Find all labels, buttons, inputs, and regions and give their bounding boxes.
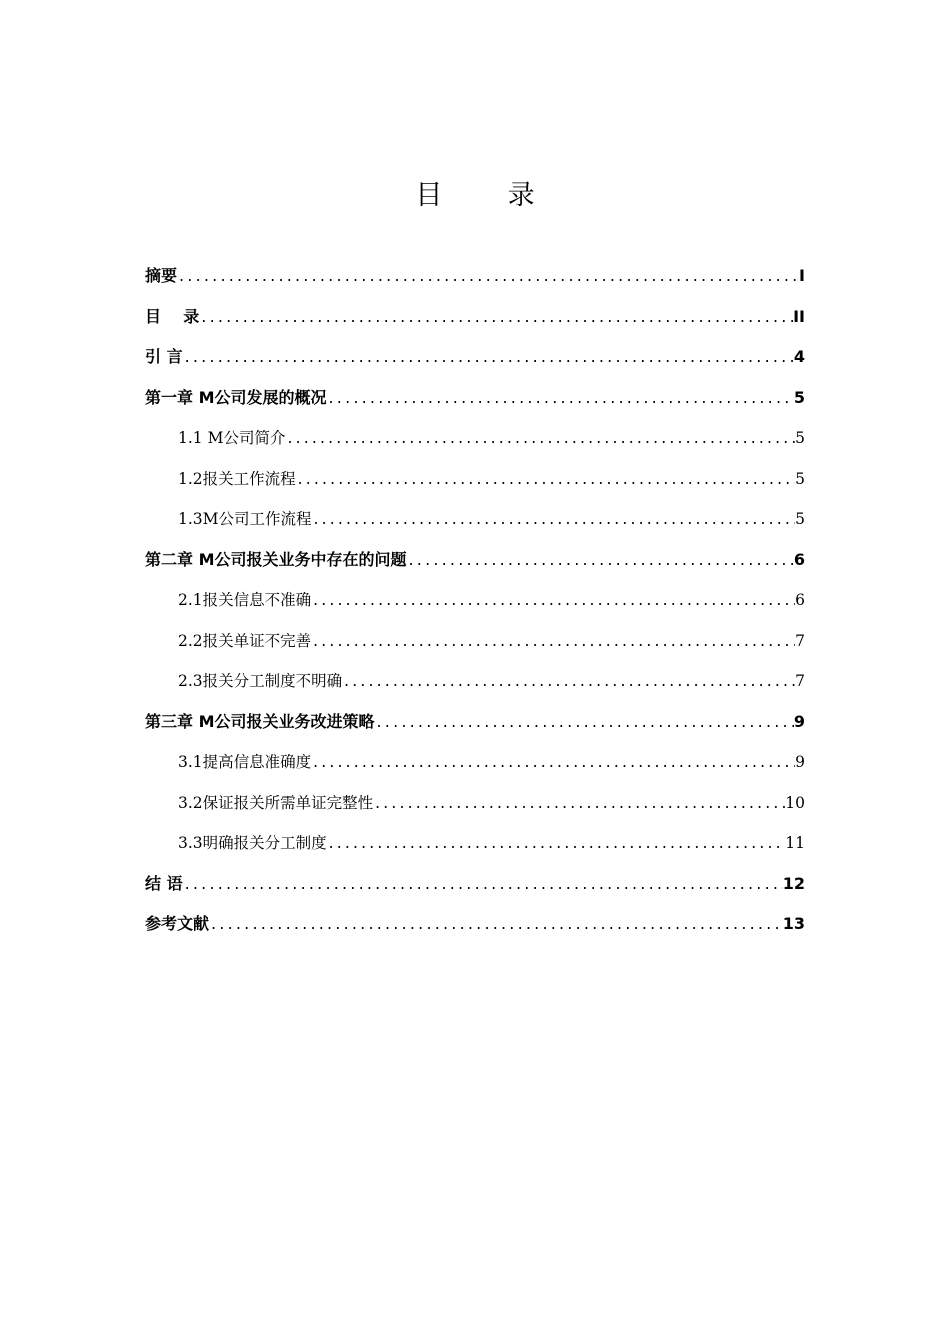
- toc-page-number: 7: [795, 631, 805, 650]
- toc-dot-leader: [373, 789, 785, 817]
- toc-entry-label: 引 言: [145, 347, 183, 366]
- toc-entry-section-2-3[interactable]: [145, 667, 805, 708]
- toc-entry-label: 1.2报关工作流程: [178, 469, 296, 488]
- table-of-contents: [145, 262, 805, 951]
- toc-page-number: 6: [795, 591, 805, 609]
- toc-page-number: 5: [795, 469, 805, 488]
- toc-entry-section-2-1[interactable]: [145, 586, 805, 627]
- toc-entry-label: 2.2报关单证不完善: [178, 631, 312, 650]
- toc-page-number: 7: [795, 672, 805, 690]
- toc-dot-leader: [312, 505, 796, 533]
- toc-page-number: 10: [785, 793, 805, 812]
- toc-entry-chapter-3[interactable]: [145, 708, 805, 749]
- toc-entry-label: 摘要: [145, 266, 178, 285]
- toc-entry-label: 1.1 M公司简介: [178, 429, 286, 447]
- page-title: 目 录: [415, 180, 551, 211]
- toc-dot-leader: [375, 708, 794, 736]
- toc-entry-label: 2.1报关信息不准确: [178, 591, 312, 609]
- toc-entry-section-1-3[interactable]: [145, 505, 805, 546]
- toc-dot-leader: [296, 465, 795, 493]
- toc-entry-chapter-1[interactable]: [145, 384, 805, 425]
- toc-entry-contents[interactable]: [145, 303, 805, 344]
- toc-page-number: 9: [795, 753, 805, 771]
- toc-dot-leader: [407, 546, 794, 574]
- toc-entry-label: 第二章 M公司报关业务中存在的问题: [145, 549, 407, 569]
- toc-dot-leader: [183, 343, 794, 371]
- toc-entry-label: 3.2保证报关所需单证完整性: [178, 793, 374, 812]
- toc-entry-label: 结 语: [145, 873, 183, 893]
- toc-page-number: II: [793, 306, 805, 326]
- toc-dot-leader: [183, 870, 783, 898]
- toc-entry-label: 3.1提高信息准确度: [178, 753, 312, 771]
- toc-dot-leader: [209, 910, 783, 938]
- toc-page-number: 6: [793, 549, 805, 569]
- toc-page-number: 12: [782, 873, 805, 893]
- toc-entry-label: 3.3明确报关分工制度: [178, 834, 327, 852]
- toc-page-number: 5: [795, 429, 805, 447]
- toc-page-number: 11: [785, 834, 805, 852]
- toc-entry-abstract[interactable]: [145, 262, 805, 303]
- toc-entry-label: 第一章 M公司发展的概况: [145, 387, 327, 407]
- toc-dot-leader: [311, 748, 795, 776]
- toc-entry-label: 2.3报关分工制度不明确: [178, 672, 343, 690]
- toc-dot-leader: [199, 303, 793, 331]
- toc-entry-section-3-3[interactable]: [145, 829, 805, 870]
- toc-entry-introduction[interactable]: [145, 343, 805, 384]
- toc-page-number: 4: [793, 347, 805, 366]
- toc-page-number: 13: [782, 914, 805, 933]
- toc-dot-leader: [342, 667, 795, 695]
- toc-dot-leader: [311, 586, 795, 614]
- toc-page-number: I: [799, 266, 805, 285]
- toc-entry-section-2-2[interactable]: [145, 627, 805, 668]
- toc-entry-label: 目 录: [145, 306, 200, 326]
- toc-entry-section-3-1[interactable]: [145, 748, 805, 789]
- toc-page-number: 5: [795, 510, 805, 528]
- toc-entry-section-1-2[interactable]: [145, 465, 805, 506]
- toc-entry-label: 1.3M公司工作流程: [178, 510, 312, 528]
- toc-entry-chapter-2[interactable]: [145, 546, 805, 587]
- toc-entry-references[interactable]: [145, 910, 805, 951]
- toc-entry-label: 参考文献: [145, 914, 210, 933]
- toc-entry-section-1-1[interactable]: [145, 424, 805, 465]
- toc-dot-leader: [327, 384, 794, 412]
- toc-entry-label: 第三章 M公司报关业务改进策略: [145, 711, 375, 731]
- toc-page-number: 5: [793, 387, 805, 407]
- toc-dot-leader: [177, 262, 799, 290]
- toc-page-number: 9: [793, 711, 805, 731]
- toc-entry-section-3-2[interactable]: [145, 789, 805, 830]
- toc-dot-leader: [327, 829, 786, 857]
- toc-dot-leader: [285, 424, 795, 452]
- toc-dot-leader: [311, 627, 795, 655]
- toc-entry-conclusion[interactable]: [145, 870, 805, 911]
